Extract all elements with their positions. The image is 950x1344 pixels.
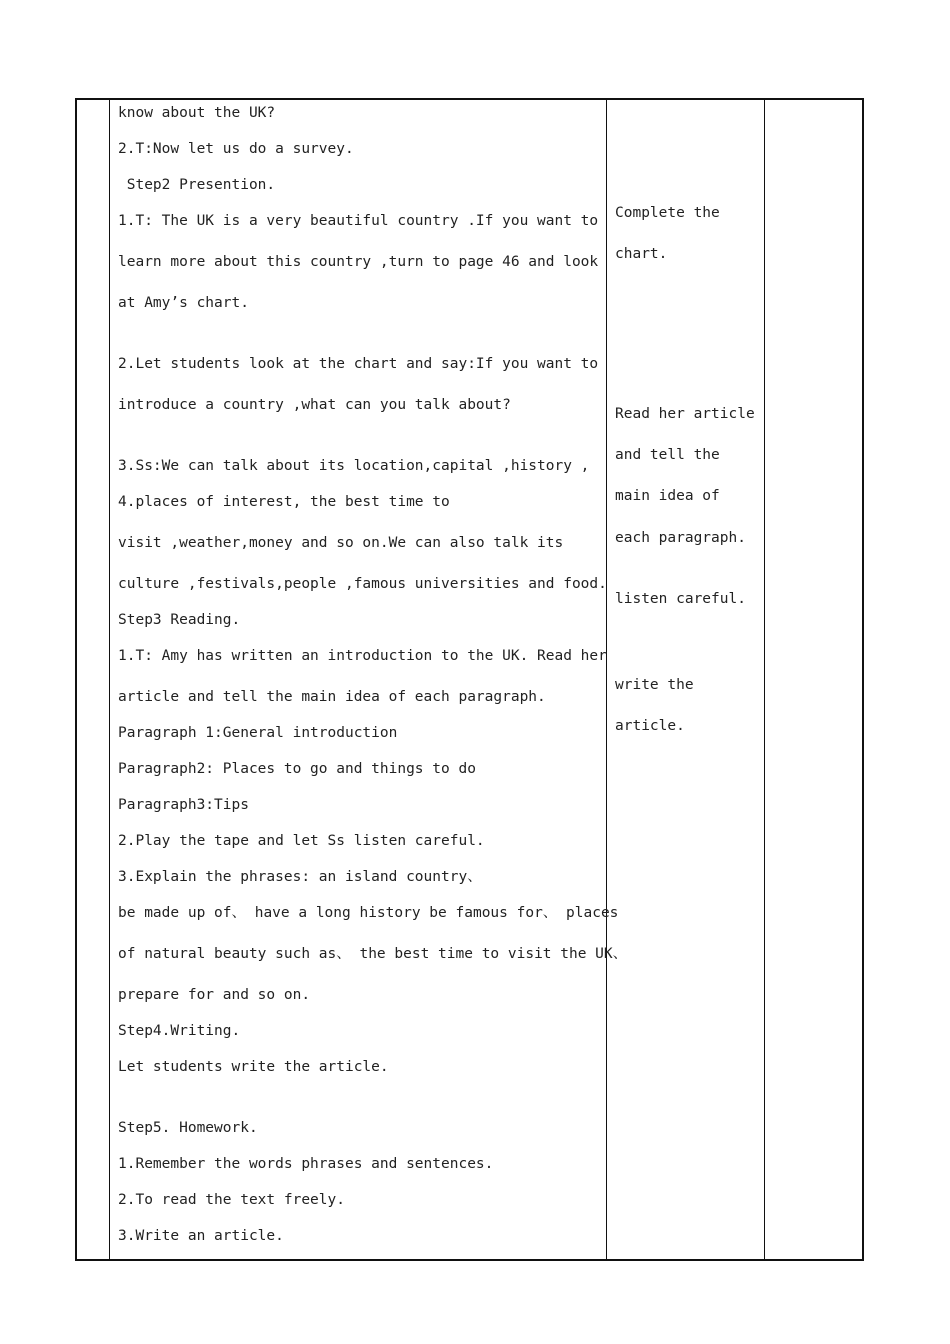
- procedure-line: 1.T: The UK is a very beautiful country .If you want to: [118, 213, 599, 229]
- activity-line: listen careful.: [615, 591, 746, 607]
- procedure-line: 1.T: Amy has written an introduction to the UK. Read her: [118, 648, 607, 664]
- procedure-line: Let students write the article.: [118, 1059, 389, 1075]
- procedure-line: Step2 Presention.: [118, 177, 276, 193]
- procedure-line: 2.T:Now let us do a survey.: [118, 141, 354, 157]
- procedure-line: article and tell the main idea of each paragraph.: [118, 689, 546, 705]
- column-divider-1: [109, 98, 110, 1261]
- column-divider-3: [764, 98, 765, 1261]
- procedure-line: at Amy’s chart.: [118, 295, 249, 311]
- activity-line: main idea of: [615, 488, 720, 504]
- activity-line: article.: [615, 718, 685, 734]
- procedure-line: prepare for and so on.: [118, 987, 311, 1003]
- procedure-line: Step5. Homework.: [118, 1120, 258, 1136]
- procedure-line: 2.Play the tape and let Ss listen careful.: [118, 833, 485, 849]
- activity-line: write the: [615, 677, 694, 693]
- procedure-line: learn more about this country ,turn to page 46 and look: [118, 254, 599, 270]
- activity-line: Complete the: [615, 205, 720, 221]
- procedure-line: Paragraph3:Tips: [118, 797, 249, 813]
- procedure-line: culture ,festivals,people ,famous universities and food.: [118, 576, 607, 592]
- procedure-line: of natural beauty such as、 the best time to visit the UK、: [118, 946, 628, 962]
- column-divider-2: [606, 98, 607, 1261]
- activity-line: each paragraph.: [615, 530, 746, 546]
- procedure-line: know about the UK?: [118, 105, 276, 121]
- procedure-line: Step3 Reading.: [118, 612, 241, 628]
- procedure-line: 1.Remember the words phrases and sentences.: [118, 1156, 494, 1172]
- procedure-line: 3.Explain the phrases: an island country、: [118, 869, 482, 885]
- procedure-line: 2.Let students look at the chart and say:If you want to: [118, 356, 599, 372]
- procedure-line: visit ,weather,money and so on.We can also talk its: [118, 535, 564, 551]
- procedure-line: Paragraph 1:General introduction: [118, 725, 398, 741]
- procedure-line: 3.Ss:We can talk about its location,capital ,history ,: [118, 458, 590, 474]
- procedure-line: 3.Write an article.: [118, 1228, 284, 1244]
- procedure-line: introduce a country ,what can you talk about?: [118, 397, 511, 413]
- activity-line: and tell the: [615, 447, 720, 463]
- procedure-line: Step4.Writing.: [118, 1023, 241, 1039]
- activity-line: chart.: [615, 246, 668, 262]
- procedure-line: 4.places of interest, the best time to: [118, 494, 450, 510]
- activity-line: Read her article: [615, 406, 755, 422]
- lesson-table: [75, 98, 864, 1261]
- procedure-line: be made up of、 have a long history be famous for、 places: [118, 905, 619, 921]
- procedure-line: 2.To read the text freely.: [118, 1192, 345, 1208]
- procedure-line: Paragraph2: Places to go and things to do: [118, 761, 476, 777]
